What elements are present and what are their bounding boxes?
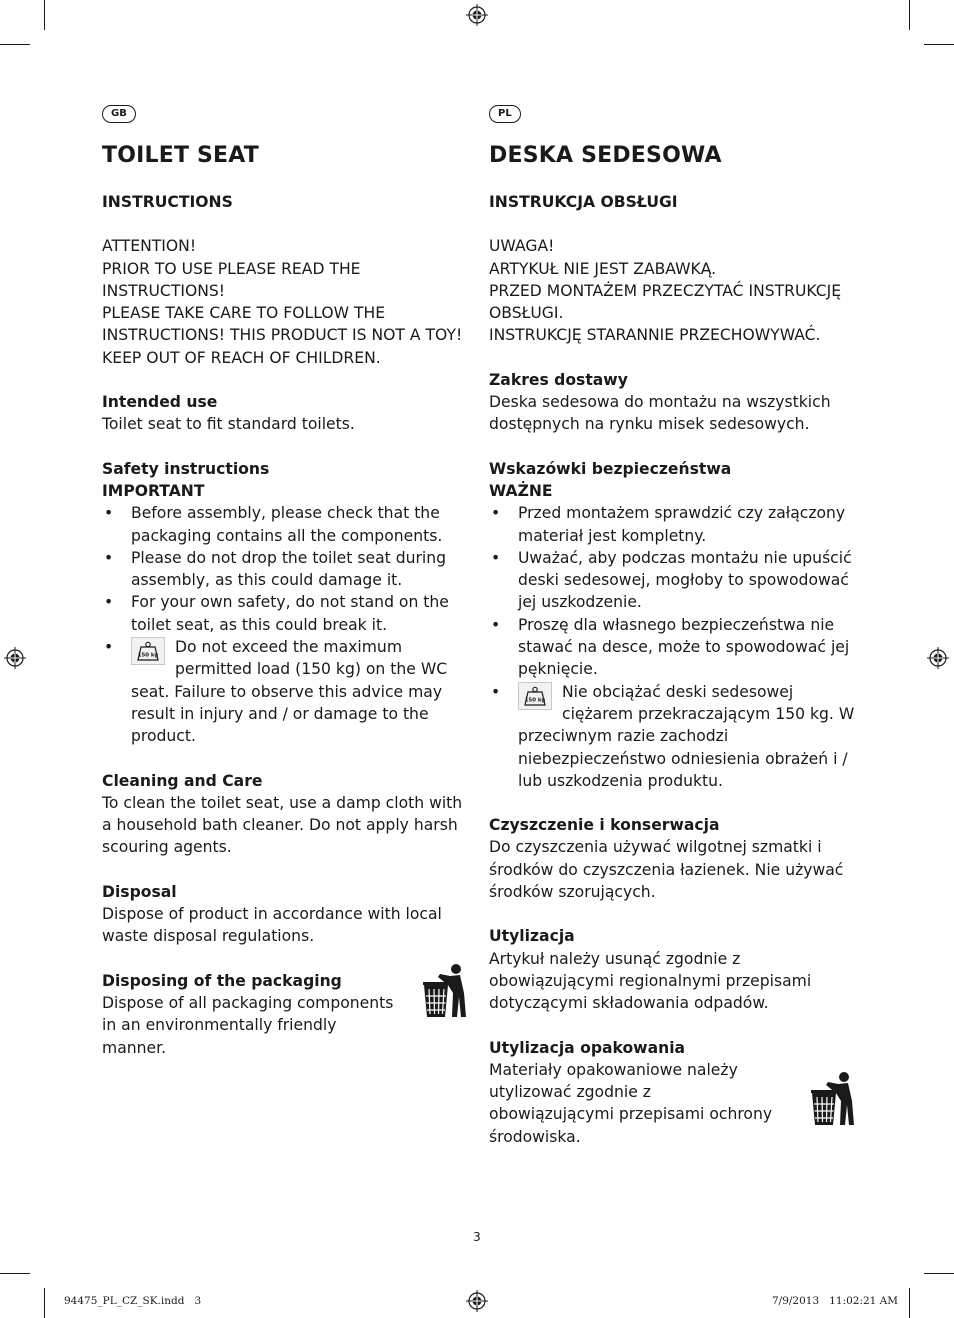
section-heading: Wskazówki bezpieczeństwa: [489, 459, 732, 478]
weight-limit-icon: [518, 682, 552, 710]
important-label: WAŻNE: [489, 481, 553, 500]
safety-list: [489, 502, 861, 792]
warning-line: ATTENTION!: [102, 237, 197, 256]
registration-mark-icon: [927, 647, 949, 669]
list-item: • 150 kg Nie obciążać deski sedesowej ciężarem przekraczającym 150 kg. W przeciwnym razie zachodzi niebezpieczeństwo odniesienia obrażeń i / lub uszkodzenia produktu.: [491, 682, 855, 790]
page-title: DESKA SEDESOWA: [489, 143, 722, 168]
safety-section: [489, 458, 861, 792]
column-gb: [102, 100, 470, 1059]
warning-line: PLEASE TAKE CARE TO FOLLOW THE: [102, 304, 386, 323]
dispose-bin-icon: [420, 963, 468, 1019]
section-heading: Utylizacja opakowania: [489, 1038, 686, 1057]
packaging-section: [489, 1037, 861, 1148]
warning-line: INSTRUKCJĘ STARANNIE PRZECHOWYWAĆ.: [489, 326, 821, 345]
disposal-section: [489, 925, 861, 1014]
list-item: • Przed montażem sprawdzić czy załączony materiał jest kompletny.: [491, 504, 846, 545]
weight-icon-label: 150 kg: [524, 697, 546, 704]
section-text: Materiały opakowaniowe należy utylizować zgodnie z obowiązującymi przepisami ochrony środowiska.: [489, 1060, 773, 1146]
registration-mark-icon: [466, 1290, 488, 1312]
section-heading: Czyszczenie i konserwacja: [489, 816, 720, 835]
crop-mark: [909, 0, 910, 30]
section-text: Do czyszczenia używać wilgotnej szmatki i środków do czyszczenia łazienek. Nie używać środków szorujących.: [489, 838, 844, 902]
weight-icon-label: 150 kg: [137, 652, 159, 659]
cleaning-section: [102, 770, 470, 859]
crop-mark: [909, 1288, 910, 1318]
column-pl: [489, 100, 861, 1148]
warning-line: INSTRUCTIONS! THIS PRODUCT IS NOT A TOY!: [102, 326, 463, 345]
instructions-heading: INSTRUKCJA OBSŁUGI: [489, 193, 678, 211]
instructions-heading: INSTRUCTIONS: [102, 193, 233, 211]
page-number: 3: [473, 1230, 481, 1244]
section-heading: Disposal: [102, 882, 177, 901]
list-item: • 150 kg Do not exceed the maximum permitted load (150 kg) on the WC seat. Failure to observe this advice may result in injury and / or damage to the product.: [104, 638, 448, 746]
warning-line: OBSŁUGI.: [489, 304, 564, 323]
warning-line: ARTYKUŁ NIE JEST ZABAWKĄ.: [489, 259, 717, 278]
safety-list: [102, 502, 470, 747]
section-text: Deska sedesowa do montażu na wszystkich dostępnych na rynku misek sedesowych.: [489, 393, 831, 434]
crop-mark: [924, 44, 954, 45]
section-heading: Cleaning and Care: [102, 771, 263, 790]
warning-line: PRIOR TO USE PLEASE READ THE: [102, 259, 361, 278]
dispose-bin-icon: [808, 1071, 856, 1127]
crop-mark: [924, 1273, 954, 1274]
warning-line: KEEP OUT OF REACH OF CHILDREN.: [102, 348, 381, 367]
language-badge: PL: [489, 105, 521, 123]
section-text: Toilet seat to fit standard toilets.: [102, 415, 355, 434]
page-title: TOILET SEAT: [102, 143, 260, 168]
section-heading: Zakres dostawy: [489, 370, 628, 389]
list-item: • Please do not drop the toilet seat during assembly, as this could damage it.: [104, 548, 446, 590]
list-item: • For your own safety, do not stand on the toilet seat, as this could break it.: [104, 593, 449, 634]
warning-block: [489, 235, 861, 346]
list-item: • Proszę dla własnego bezpieczeństwa nie stawać na desce, może to spowodować jej pęknięcie.: [491, 615, 850, 679]
warning-line: PRZED MONTAŻEM PRZECZYTAĆ INSTRUKCJĘ: [489, 281, 842, 300]
crop-mark: [44, 0, 45, 30]
footer-file: 94475_PL_CZ_SK.indd 3: [64, 1295, 202, 1307]
section-text: Dispose of all packaging components in an environmentally friendly manner.: [102, 993, 394, 1057]
weight-limit-icon: [131, 637, 165, 665]
crop-mark: [0, 1273, 30, 1274]
section-text: Artykuł należy usunąć zgodnie z obowiązującymi regionalnymi przepisami dotyczącymi składowania odpadów.: [489, 949, 812, 1013]
crop-mark: [44, 1288, 45, 1318]
section-heading: Disposing of the packaging: [102, 971, 342, 990]
section-heading: Intended use: [102, 393, 218, 412]
warning-block: [102, 235, 470, 369]
language-badge: GB: [102, 105, 136, 123]
important-label: IMPORTANT: [102, 481, 205, 500]
cleaning-section: [489, 814, 861, 903]
section-text: Dispose of product in accordance with local waste disposal regulations.: [102, 905, 442, 946]
warning-line: INSTRUCTIONS!: [102, 281, 226, 300]
disposal-section: [102, 881, 470, 948]
section-heading: Safety instructions: [102, 459, 270, 478]
packaging-section: [102, 970, 470, 1059]
section-heading: Utylizacja: [489, 927, 575, 946]
safety-section: [102, 458, 470, 748]
intended-use-section: [102, 391, 470, 436]
list-item: • Before assembly, please check that the packaging contains all the components.: [104, 504, 443, 545]
list-item: • Uważać, aby podczas montażu nie upuścić deski sedesowej, mogłoby to spowodować jej uszkodzenie.: [491, 548, 852, 612]
delivery-section: [489, 369, 861, 436]
crop-mark: [0, 44, 30, 45]
registration-mark-icon: [4, 647, 26, 669]
warning-line: UWAGA!: [489, 237, 555, 256]
registration-mark-icon: [466, 4, 488, 26]
section-text: To clean the toilet seat, use a damp cloth with a household bath cleaner. Do not apply harsh scouring agents.: [102, 793, 463, 857]
footer-timestamp: 7/9/2013 11:02:21 AM: [772, 1295, 898, 1307]
